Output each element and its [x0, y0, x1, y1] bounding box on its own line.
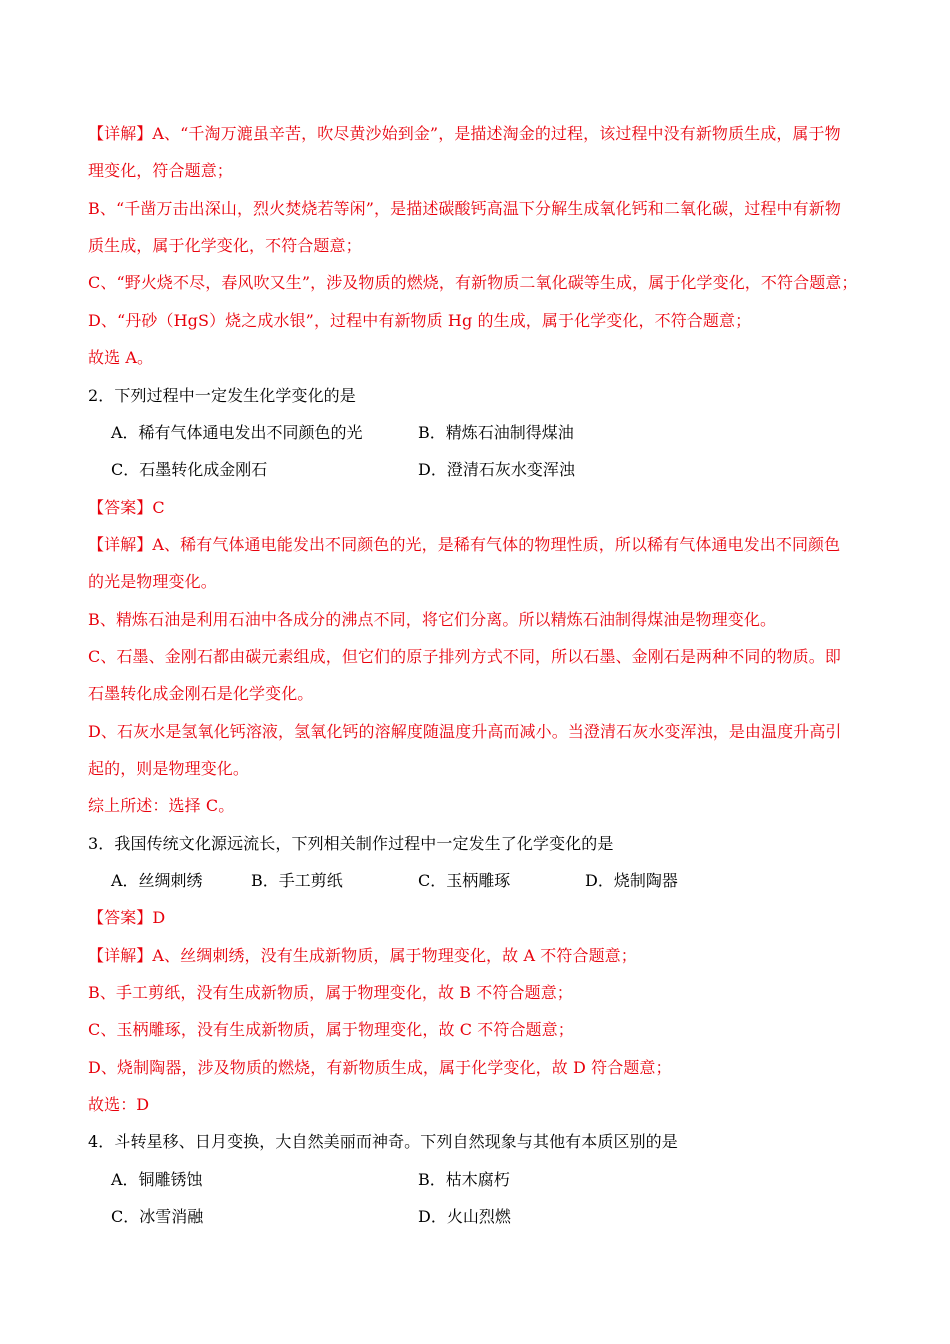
- q3-detail-line: C、玉柄雕琢，没有生成新物质，属于物理变化，故 C 不符合题意；: [88, 1020, 574, 1039]
- q4-option-d: D．火山烈燃: [418, 1207, 511, 1226]
- q2-detail-line: 的光是物理变化。: [88, 572, 217, 591]
- q1-conclusion: 故选 A。: [88, 348, 154, 367]
- q2-option-b: B．精炼石油制得煤油: [418, 423, 574, 442]
- q2-detail-line: C、石墨、金刚石都由碳元素组成，但它们的原子排列方式不同，所以石墨、金刚石是两种不同的物质。即: [88, 647, 841, 666]
- q2-option-d: D．澄清石灰水变浑浊: [418, 460, 575, 479]
- q2-conclusion: 综上所述：选择 C。: [88, 796, 235, 815]
- q2-detail-line: 石墨转化成金刚石是化学变化。: [88, 684, 314, 703]
- q3-option-a: A．丝绸刺绣: [111, 871, 203, 890]
- q1-detail-line: 理变化，符合题意；: [88, 161, 233, 180]
- q2-detail-line: 起的，则是物理变化。: [88, 759, 250, 778]
- q1-detail-line: C、“野火烧不尽，春风吹又生”，涉及物质的燃烧，有新物质二氧化碳等生成，属于化学变化，不符合题意；: [88, 273, 858, 292]
- q2-detail-line: D、石灰水是氢氧化钙溶液，氢氧化钙的溶解度随温度升高而减小。当澄清石灰水变浑浊，是由温度升高引: [88, 722, 842, 741]
- q3-conclusion: 故选：D: [88, 1095, 150, 1114]
- q4-option-b: B．枯木腐朽: [418, 1170, 510, 1189]
- q4-option-a: A．铜雕锈蚀: [111, 1170, 203, 1189]
- q2-detail-line: B、精炼石油是利用石油中各成分的沸点不同，将它们分离。所以精炼石油制得煤油是物理变化。: [88, 610, 777, 629]
- q2-option-a: A．稀有气体通电发出不同颜色的光: [111, 423, 363, 442]
- q1-detail-line: D、“丹砂（HgS）烧之成水银”，过程中有新物质 Hg 的生成，属于化学变化，不符合题意；: [88, 311, 752, 330]
- q3-option-c: C．玉柄雕琢: [418, 871, 511, 890]
- q1-detail-line: 【详解】A、“千淘万漉虽辛苦，吹尽黄沙始到金”，是描述淘金的过程，该过程中没有新物质生成，属于物: [88, 124, 841, 143]
- q4-stem: 4．斗转星移、日月变换，大自然美丽而神奇。下列自然现象与其他有本质区别的是: [88, 1132, 678, 1151]
- q2-option-c: C．石墨转化成金刚石: [111, 460, 268, 479]
- q2-detail-line: 【详解】A、稀有气体通电能发出不同颜色的光，是稀有气体的物理性质，所以稀有气体通电发出不同颜色: [88, 535, 841, 554]
- q3-detail-line: D、烧制陶器，涉及物质的燃烧，有新物质生成，属于化学变化，故 D 符合题意；: [88, 1058, 672, 1077]
- q3-answer: 【答案】D: [88, 908, 166, 927]
- q2-stem: 2．下列过程中一定发生化学变化的是: [88, 386, 356, 405]
- q1-detail-line: B、“千凿万击出深山，烈火焚烧若等闲”，是描述碳酸钙高温下分解生成氧化钙和二氧化碳，过程中有新物: [88, 199, 841, 218]
- q1-detail-line: 质生成，属于化学变化，不符合题意；: [88, 236, 362, 255]
- q2-answer: 【答案】C: [88, 498, 165, 517]
- q4-option-c: C．冰雪消融: [111, 1207, 204, 1226]
- q3-detail-line: B、手工剪纸，没有生成新物质，属于物理变化，故 B 不符合题意；: [88, 983, 573, 1002]
- q3-stem: 3．我国传统文化源远流长，下列相关制作过程中一定发生了化学变化的是: [88, 834, 614, 853]
- q3-detail-line: 【详解】A、丝绸刺绣，没有生成新物质，属于物理变化，故 A 不符合题意；: [88, 946, 637, 965]
- q3-option-d: D．烧制陶器: [585, 871, 678, 890]
- q3-option-b: B．手工剪纸: [251, 871, 343, 890]
